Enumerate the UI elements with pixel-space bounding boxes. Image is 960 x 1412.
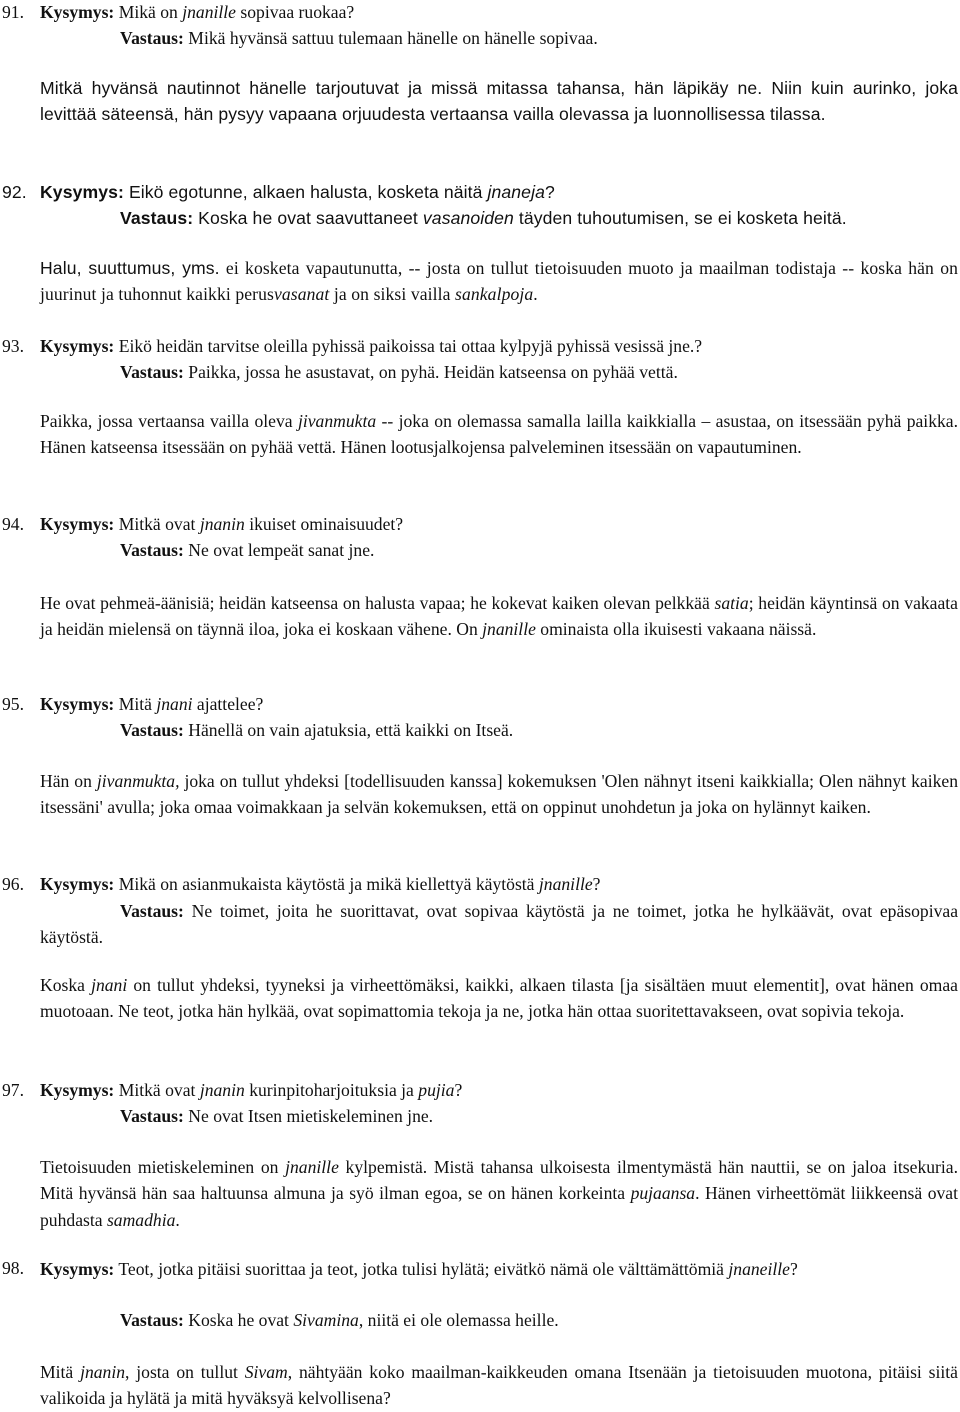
q95-number: 95. (2, 694, 24, 714)
q97-answer: Vastaus: Ne ovat Itsen mietiskeleminen jne. (120, 1106, 434, 1126)
q92-question-label: Kysymys: (40, 182, 124, 202)
q96-number: 96. (2, 874, 24, 894)
q91-answer-label: Vastaus: (120, 28, 184, 48)
q91-paragraph: Mitkä hyvänsä nautinnot hänelle tarjoutuvat ja missä mitassa tahansa, hän läpikäy ne. Niin kuin aurinko, joka levittää säteensä, hän pysyy vapaana orjuudesta vertaansa vailla olevassa ja luonnollisessa tilassa. (40, 78, 958, 125)
q92-number: 92. (2, 182, 27, 202)
q98-answer-label: Vastaus: (120, 1310, 184, 1330)
q94-question-label: Kysymys: (40, 514, 115, 534)
q91-question-label: Kysymys: (40, 2, 115, 22)
q96-paragraph: Koska jnani on tullut yhdeksi, tyyneksi ja virheettömäksi, kaikki, alkaen tilasta [ja sisältäen muut elementit], ovat hänen omaa muotoaan. Ne teot, jotka hän hylkää, ovat sopimattomia tekoja ja ne, jotka hän ottaa suoritettavakseen, ovat sopivia tekoja. (40, 975, 958, 1022)
q93-answer-label: Vastaus: (120, 362, 184, 382)
q92-answer: Vastaus: Koska he ovat saavuttaneet vasanoiden täyden tuhoutumisen, se ei kosketa heitä. (120, 208, 847, 228)
q94-answer-label: Vastaus: (120, 540, 184, 560)
q94-question: Kysymys: Mitkä ovat jnanin ikuiset ominaisuudet? (40, 514, 404, 534)
q92-paragraph: Halu, suuttumus, yms. ei kosketa vapautunutta, -- josta on tullut tietoisuuden muoto ja maailman todistaja -- koska hän on juurinut ja tuhonnut kaikki perusvasanat ja on siksi vailla sankalpoja. (40, 258, 959, 305)
q93-question-label: Kysymys: (40, 336, 115, 356)
q93-paragraph: Paikka, jossa vertaansa vailla oleva jivanmukta -- joka on olemassa samalla lailla kaikkialla – asustaa, on itsessään pyhä paikka. Hänen katseensa itsessään on pyhää vettä. Hänen lootusjalkojensa palveleminen itsessään on vapautuminen. (40, 411, 958, 458)
q95-answer: Vastaus: Hänellä on vain ajatuksia, että kaikki on Itseä. (120, 720, 514, 740)
q97-answer-label: Vastaus: (120, 1106, 184, 1126)
q95-question-label: Kysymys: (40, 694, 115, 714)
q91-number: 91. (2, 2, 24, 22)
q97-question: Kysymys: Mitkä ovat jnanin kurinpitoharjoituksia ja pujia? (40, 1080, 463, 1100)
q98-question-label: Kysymys: (40, 1259, 115, 1279)
q94-number: 94. (2, 514, 24, 534)
q96-question: Kysymys: Mikä on asianmukaista käytöstä ja mikä kiellettyä käytöstä jnanille? (40, 874, 601, 894)
q94-answer: Vastaus: Ne ovat lempeät sanat jne. (120, 540, 375, 560)
q91-question: Kysymys: Mikä on jnanille sopivaa ruokaa? (40, 2, 355, 22)
q91-answer: Vastaus: Mikä hyvänsä sattuu tulemaan hänelle on hänelle sopivaa. (120, 28, 598, 48)
q98-answer: Vastaus: Koska he ovat Sivamina, niitä ei ole olemassa heille. (120, 1310, 559, 1330)
q98-paragraph: Mitä jnanin, josta on tullut Sivam, nähtyään koko maailman-kaikkeuden omana Itsenään ja tietoisuuden muotona, pitäisi siitä valikoida ja hylätä ja mitä hyväksyä kelvollisena? (40, 1362, 958, 1409)
q95-paragraph: Hän on jivanmukta, joka on tullut yhdeksi [todellisuuden kanssa] kokemuksen 'Olen nähnyt itseni kaikkialla; Olen nähnyt kaiken itsessäni' avulla; joka omaa voimakkaan ja selvän kokemuksen, että on oppinut unohdetun ja joka on hylännyt kaiken. (40, 771, 959, 818)
q97-paragraph: Tietoisuuden mietiskeleminen on jnanille kylpemistä. Mistä tahansa ulkoisesta ilmentymästä hän nauttii, se on jaloa itsekuria. Mitä hyvänsä hän saa haltuunsa almuna ja syö ilman egoa, se on hänen korkeinta pujaansa. Hänen virheettömät liikkeensä ovat puhdasta samadhia. (40, 1157, 958, 1230)
q96-answer-label: Vastaus: (120, 901, 184, 921)
q95-answer-label: Vastaus: (120, 720, 184, 740)
q96-question-label: Kysymys: (40, 874, 115, 894)
q94-paragraph: He ovat pehmeä-äänisiä; heidän katseensa on halusta vapaa; he kokevat kaiken olevan pelkkää satia; heidän käyntinsä on vakaata ja heidän mielensä on täynnä iloa, joka ei koskaan vähene. On jnanille ominaista olla ikuisesti vakaana näissä. (40, 593, 958, 640)
q95-question: Kysymys: Mitä jnani ajattelee? (40, 694, 264, 714)
q92-question: Kysymys: Eikö egotunne, alkaen halusta, kosketa näitä jnaneja? (40, 182, 555, 202)
q96-answer: Vastaus: Ne toimet, joita he suorittavat, ovat sopivaa käytöstä ja ne toimet, jotka he hylkäävät, ovat epäsopivaa käytöstä. (40, 901, 958, 948)
q93-question: Kysymys: Eikö heidän tarvitse oleilla pyhissä paikoissa tai ottaa kylpyjä pyhissä vesissä jne.? (40, 336, 703, 356)
q97-number: 97. (2, 1080, 24, 1100)
q93-number: 93. (2, 336, 24, 356)
q93-answer: Vastaus: Paikka, jossa he asustavat, on pyhä. Heidän katseensa on pyhää vettä. (120, 362, 678, 382)
q92-answer-label: Vastaus: (120, 208, 194, 228)
q97-question-label: Kysymys: (40, 1080, 115, 1100)
q98-question: Kysymys: Teot, jotka pitäisi suorittaa ja teot, jotka tulisi hylätä; eivätkö nämä ole välttämättömiä jnaneille? (40, 1259, 798, 1279)
q98-number: 98. (2, 1258, 24, 1278)
